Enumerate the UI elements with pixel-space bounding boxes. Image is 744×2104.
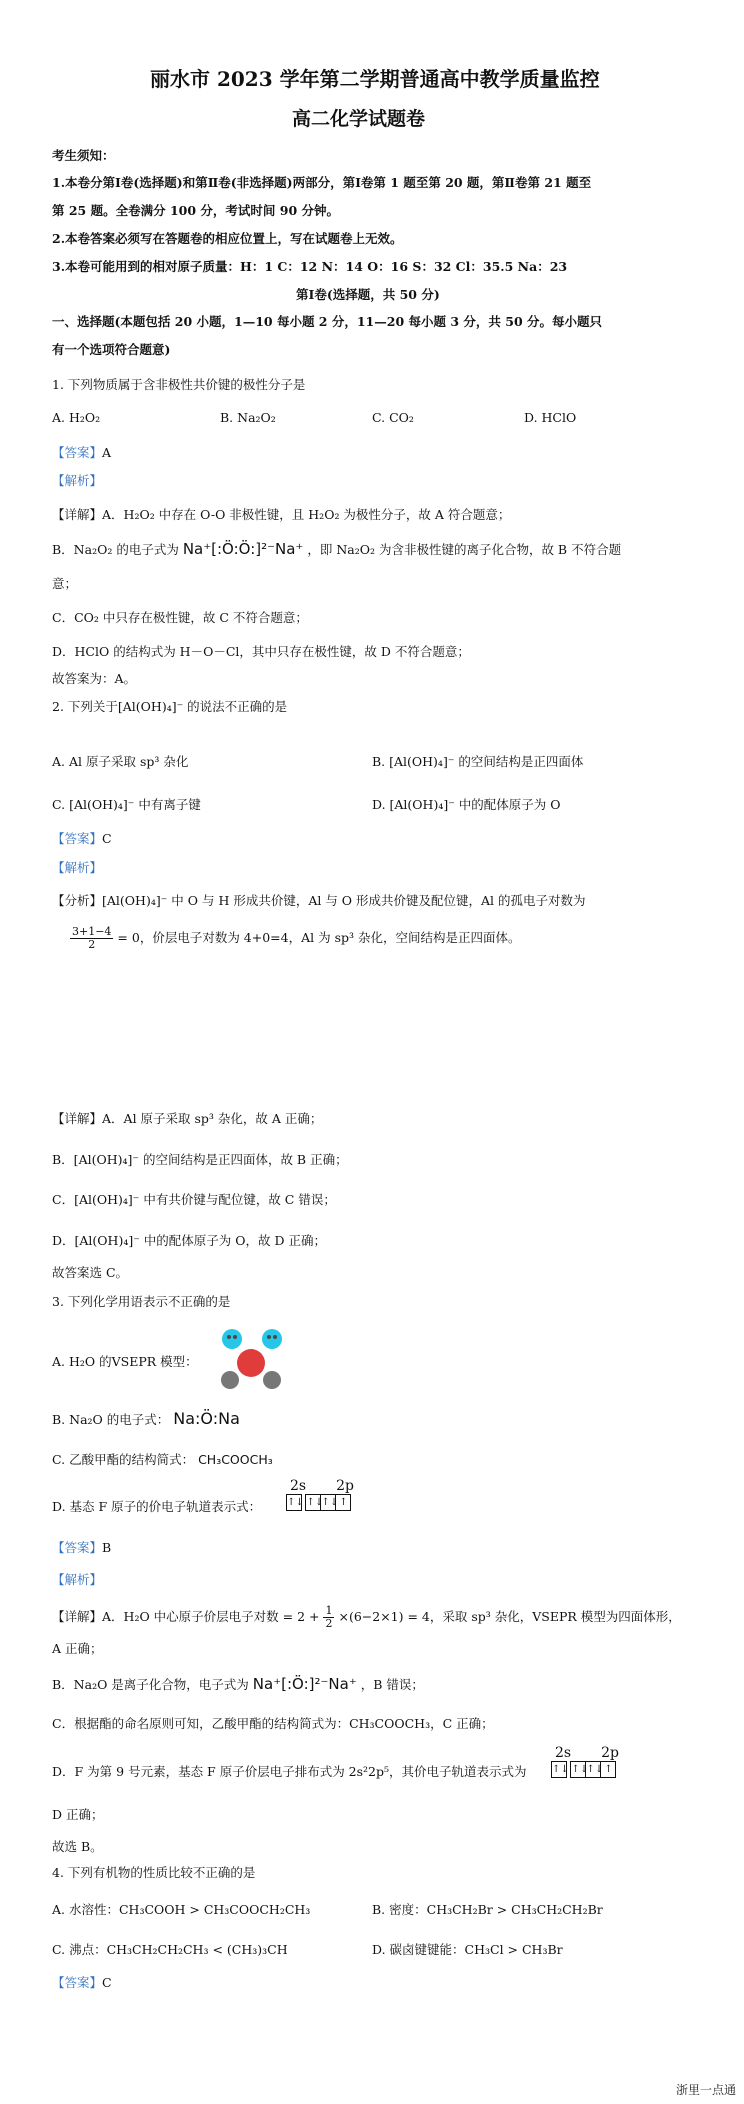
vsepr-model-image: [210, 1325, 290, 1393]
q3-stem: 3. 下列化学用语表示不正确的是: [52, 1294, 231, 1309]
hydrogen-atom-left: [221, 1371, 239, 1389]
section-line-2: 有一个选项符合题意): [52, 342, 171, 357]
oxygen-atom: [237, 1349, 265, 1377]
fraction: $\frac{3+1-4}{2}$: [72, 925, 112, 951]
notice-line-3: 2.本卷答案必须写在答题卷的相应位置上，写在试题卷上无效。: [52, 231, 403, 246]
q2-option-b: B. [Al(OH)₄]⁻ 的空间结构是正四面体: [372, 754, 584, 769]
na2o-electron-formula: Na⁺[:Ö:]²⁻Na⁺: [252, 1675, 357, 1693]
q3-analysis-label: 【解析】: [52, 1572, 103, 1587]
q1-option-d: D. HClO: [524, 410, 577, 425]
q4-option-c: C. 沸点：CH₃CH₂CH₂CH₃ < (CH₃)₃CH: [52, 1942, 288, 1957]
q1-detail-d: D．HClO 的结构式为 H－O－Cl，其中只存在极性键，故 D 不符合题意；: [52, 644, 470, 659]
q3-answer: 【答案】B: [52, 1540, 112, 1555]
q1-stem: 1. 下列物质属于含非极性共价键的极性分子是: [52, 377, 306, 392]
na2o2-electron-formula: Na⁺[:Ö:Ö:]²⁻Na⁺: [182, 540, 304, 558]
q1-detail-c: C．CO₂ 中只存在极性键，故 C 不符合题意；: [52, 610, 308, 625]
q4-option-a: A. 水溶性：CH₃COOH > CH₃COOCH₂CH₃: [52, 1902, 311, 1917]
q1-option-b: B. Na₂O₂: [220, 410, 276, 425]
notice-heading: 考生须知：: [52, 148, 115, 163]
q2-option-a: A. Al 原子采取 sp³ 杂化: [52, 754, 189, 769]
q3-detail-a: 【详解】A．H₂O 中心原子价层电子对数 = 2 + $\frac{1}{2}$ ×(6−2×1) = 4，采取 sp³ 杂化，VSEPR 模型为四面体形，: [52, 1604, 681, 1630]
q2-option-d: D. [Al(OH)₄]⁻ 中的配体原子为 O: [372, 797, 561, 812]
q3-conclusion: 故选 B。: [52, 1839, 103, 1854]
q4-option-d: D. 碳卤键键能：CH₃Cl > CH₃Br: [372, 1942, 563, 1957]
lone-pair-right: [262, 1329, 282, 1349]
q2-analysis-label: 【解析】: [52, 860, 103, 875]
orbital-diagram-detail: 2s 2p ↑↓ ↑↓↑↓↑: [551, 1745, 619, 1778]
q2-detail-d: D．[Al(OH)₄]⁻ 中的配体原子为 O，故 D 正确；: [52, 1233, 326, 1248]
q3-option-b: B. Na₂O 的电子式： Na:Ö:Na: [52, 1409, 240, 1428]
q3-detail-d-cont: D 正确；: [52, 1807, 104, 1822]
q1-detail-b: B．Na₂O₂ 的电子式为 Na⁺[:Ö:Ö:]²⁻Na⁺ ，即 Na₂O₂ 为含非极性键的离子化合物，故 B 不符合题: [52, 540, 622, 558]
q3-detail-a-cont: A 正确；: [52, 1641, 103, 1656]
q3-option-d: D. 基态 F 原子的价电子轨道表示式：: [52, 1499, 262, 1514]
q1-detail-a: 【详解】A．H₂O₂ 中存在 O-O 非极性键，且 H₂O₂ 为极性分子，故 A 符合题意；: [52, 507, 511, 522]
q1-option-a: A. H₂O₂: [52, 410, 101, 425]
q4-answer: 【答案】C: [52, 1975, 112, 1990]
part-heading: 第Ⅰ卷(选择题，共 50 分): [296, 287, 440, 302]
section-line-1: 一、选择题(本题包括 20 小题，1—10 每小题 2 分，11—20 每小题 3 分，共 50 分。每小题只: [52, 314, 603, 329]
q2-option-c: C. [Al(OH)₄]⁻ 中有离子键: [52, 797, 201, 812]
half-fraction: $\frac{1}{2}$: [325, 1604, 333, 1630]
watermark: 浙里一点通: [675, 2083, 736, 2097]
q2-stem: 2. 下列关于[Al(OH)₄]⁻ 的说法不正确的是: [52, 699, 288, 714]
q3-detail-c: C．根据酯的命名原则可知，乙酸甲酯的结构简式为：CH₃COOCH₃，C 正确；: [52, 1716, 494, 1731]
notice-line-2: 第 25 题。全卷满分 100 分，考试时间 90 分钟。: [52, 203, 339, 218]
q2-detail-b: B．[Al(OH)₄]⁻ 的空间结构是正四面体，故 B 正确；: [52, 1152, 348, 1167]
q2-fenxi-2: $\frac{3+1-4}{2}$ = 0，价层电子对数为 4+0=4，Al 为 sp³ 杂化，空间结构是正四面体。: [72, 925, 521, 951]
q2-fenxi-1: 【分析】[Al(OH)₄]⁻ 中 O 与 H 形成共价键，Al 与 O 形成共价键及配位键，Al 的孤电子对数为: [52, 893, 586, 908]
exam-title: 丽水市 2023 学年第二学期普通高中教学质量监控: [150, 67, 600, 91]
q1-analysis-label: 【解析】: [52, 473, 103, 488]
hydrogen-atom-right: [263, 1371, 281, 1389]
q1-answer: 【答案】A: [52, 445, 112, 460]
q4-stem: 4. 下列有机物的性质比较不正确的是: [52, 1865, 256, 1880]
q3-detail-d: D．F 为第 9 号元素，基态 F 原子价层电子排布式为 2s²2p⁵，其价电子轨道表示式为: [52, 1764, 527, 1779]
q2-detail-a: 【详解】A．Al 原子采取 sp³ 杂化，故 A 正确；: [52, 1111, 323, 1126]
q2-detail-c: C．[Al(OH)₄]⁻ 中有共价键与配位键，故 C 错误；: [52, 1192, 336, 1207]
orbital-diagram-option-d: 2s 2p ↑↓ ↑↓↑↓↑: [286, 1478, 354, 1511]
q1-conclusion: 故答案为：A。: [52, 671, 137, 686]
notice-line-4: 3.本卷可能用到的相对原子质量：H：1 C：12 N：14 O：16 S：32 Cl：35.5 Na：23: [52, 259, 568, 274]
notice-line-1: 1.本卷分第Ⅰ卷(选择题)和第Ⅱ卷(非选择题)两部分，第Ⅰ卷第 1 题至第 20 题，第Ⅱ卷第 21 题至: [52, 175, 592, 190]
lone-pair-left: [222, 1329, 242, 1349]
q1-detail-b-cont: 意；: [52, 576, 78, 591]
q3-option-c: C. 乙酸甲酯的结构简式： CH₃COOCH₃: [52, 1452, 273, 1467]
exam-subtitle: 高二化学试题卷: [292, 108, 426, 130]
q4-option-b: B. 密度：CH₃CH₂Br > CH₃CH₂CH₂Br: [372, 1902, 603, 1917]
q2-conclusion: 故答案选 C。: [52, 1265, 129, 1280]
q3-option-a: A. H₂O 的VSEPR 模型：: [52, 1354, 198, 1369]
q3-detail-b: B．Na₂O 是离子化合物，电子式为 Na⁺[:Ö:]²⁻Na⁺ ，B 错误；: [52, 1675, 424, 1693]
q2-answer: 【答案】C: [52, 831, 112, 846]
q1-option-c: C. CO₂: [372, 410, 414, 425]
